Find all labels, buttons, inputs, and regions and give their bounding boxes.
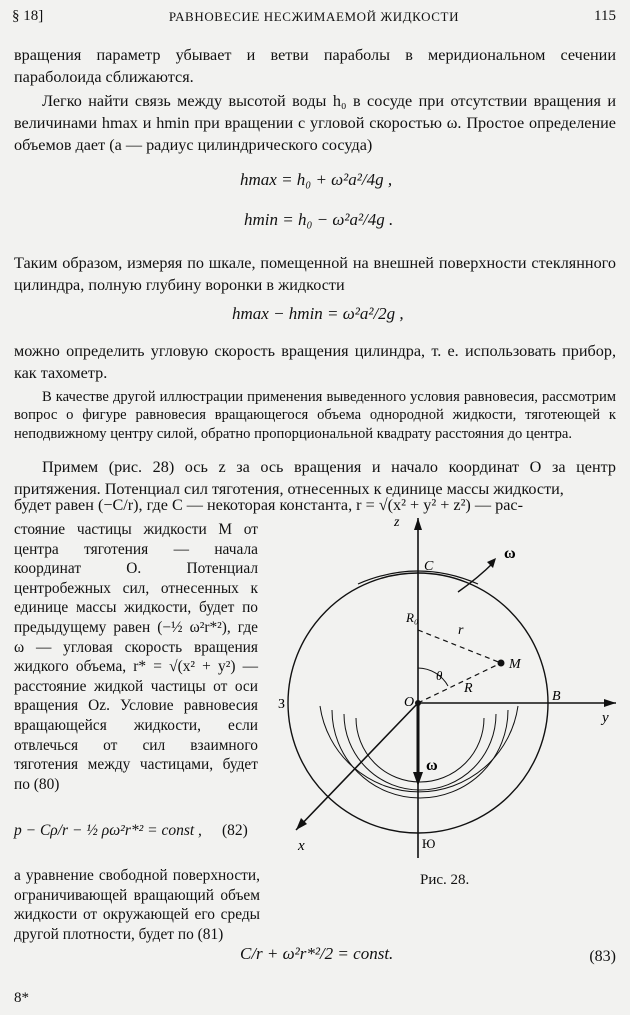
label-R: R	[464, 681, 473, 696]
paragraph-1: вращения параметр убывает и ветви параболы в меридиональном сечении параболоида сближаются.	[14, 46, 616, 86]
label-r: r	[458, 623, 464, 638]
label-west: З	[278, 697, 286, 712]
paragraph-3: Таким образом, измеряя по шкале, помещенной на внешней поверхности стеклянного цилиндра, полную глубину воронки в жидкости	[14, 254, 616, 294]
theta-arc	[418, 668, 448, 686]
point-M	[498, 660, 505, 667]
label-omega-top: ω	[504, 545, 516, 562]
equation-depth: hmax − hmin = ω²a²/2g ,	[232, 304, 404, 323]
chapter-title: РАВНОВЕСИЕ НЕСЖИМАЕМОЙ ЖИДКОСТИ	[168, 9, 460, 24]
label-omega-axis: ω	[426, 757, 438, 774]
omega-rotation-arrowhead	[487, 558, 496, 568]
x-axis	[296, 703, 418, 830]
equation-82-number: (82)	[222, 822, 248, 839]
label-B: B	[552, 689, 561, 704]
label-south: Ю	[422, 836, 436, 851]
running-head	[12, 8, 616, 30]
label-R0: R₀	[406, 610, 419, 625]
signature-mark: 8*	[14, 990, 29, 1006]
column-text: стояние частицы жидкости M от центра тяготения — начала координат O. Потенциал центробежных сил, отнесенных к единице массы жидкости, будет по предыдущему равен (−½ ω²r*²), где ω — угловая скорость вращения жидкого объема, r* = √(x² + y²) — расстояние жидкой частицы от оси вращения Oz. Условие равновесия вращающейся жидкости, если отвлечься от сил взаимного тяготения между частицами, будет по (80)	[14, 521, 258, 793]
figure-28	[268, 518, 618, 898]
paragraph-2: Легко найти связь между высотой воды h₀ в сосуде при отсутствии вращения и величинами hmax и hmin при вращении с угловой скоростью ω. Простое определение объемов дает (a — радиус цилиндрического сосуда)	[14, 92, 616, 154]
label-theta: θ	[436, 668, 443, 683]
paragraph-6b: будет равен (−C/r), где C — некоторая константа, r = √(x² + y² + z²) — рас-	[14, 496, 523, 514]
label-C: C	[424, 559, 434, 574]
paragraph-5: В качестве другой иллюстрации применения выведенного условия равновесия, рассмотрим вопрос о фигуре равновесия вращающегося объема однородной жидкости, тяготеющей к неподвижному центру силой, обратно пропорциональной квадрату расстояния до центра.	[14, 389, 616, 442]
label-z: z	[394, 518, 400, 530]
R-line	[418, 663, 501, 703]
equation-hmax: hmax = h₀ + ω²a²/4g ,	[240, 170, 393, 189]
equation-hmin: hmin = h₀ − ω²a²/4g .	[244, 210, 394, 229]
label-x: x	[298, 838, 305, 854]
z-axis-arrow	[414, 518, 422, 530]
label-y: y	[602, 710, 609, 726]
figure-caption: Рис. 28.	[420, 872, 470, 888]
label-M: M	[509, 657, 521, 672]
equation-82: p − Cρ/r − ½ ρω²r*² = const ,	[14, 822, 202, 839]
paragraph-6a: Примем (рис. 28) ось z за ось вращения и начало координат O за центр притяжения. Потенциал сил тяготения, отнесенных к единице массы жидкости,	[14, 458, 616, 498]
equation-83-number: (83)	[589, 948, 616, 965]
shell-arc-2	[332, 710, 508, 798]
page-number: 115	[594, 8, 616, 24]
label-O: O	[404, 695, 415, 710]
paragraph-4: можно определить угловую скорость вращения цилиндра, т. е. использовать прибор, как тахометр.	[14, 342, 616, 382]
y-axis-arrow	[604, 699, 616, 707]
omega-vector-arrow	[413, 772, 423, 786]
omega-rotation-arrow	[458, 562, 494, 592]
section-number: § 18]	[12, 8, 44, 24]
paragraph-7-col: а уравнение свободной поверхности, ограничивающей вращающий объем жидкости от окружающей его среды другой плотности, будет по (81)	[14, 867, 260, 943]
point-O	[415, 700, 421, 706]
equation-83: C/r + ω²r*²/2 = const.	[240, 944, 394, 963]
